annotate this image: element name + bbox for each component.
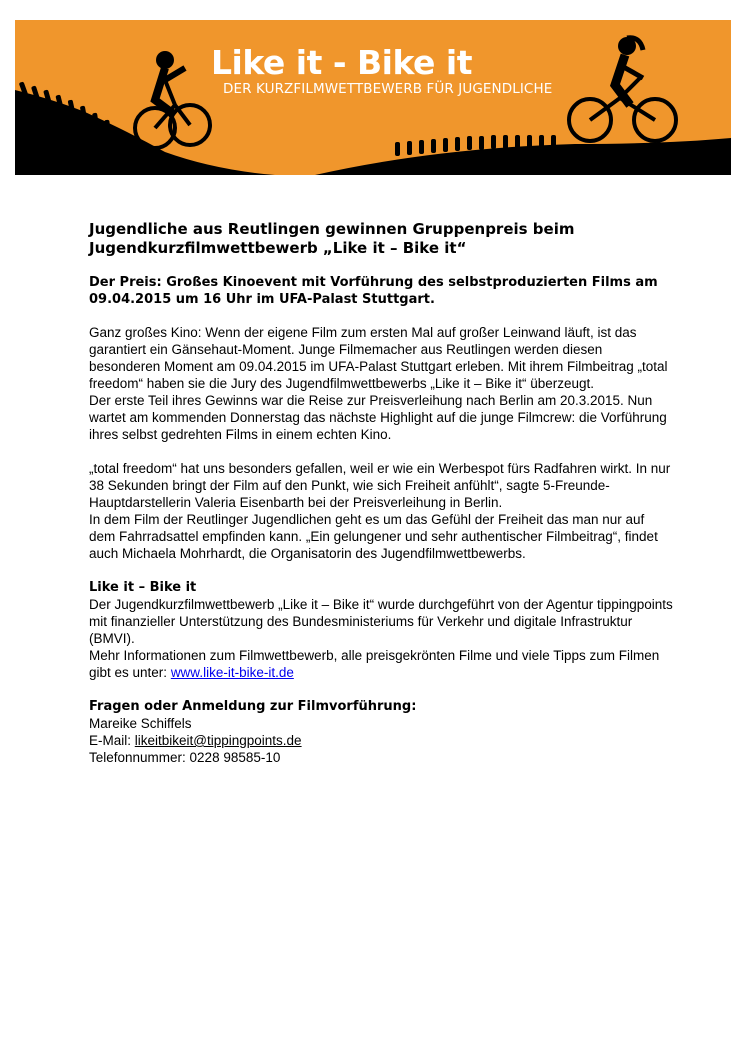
cyclist-right-icon: [569, 37, 676, 141]
contact-heading: Fragen oder Anmeldung zur Filmvorführung:: [89, 699, 417, 714]
about-more-text: Mehr Informationen zum Filmwettbewerb, alle preisgekrönten Filme und viele Tipps zum Filmen gibt es unter:: [89, 648, 660, 680]
tire-track-right: [315, 135, 731, 175]
subheadline: Der Preis: Großes Kinoevent mit Vorführung des selbstproduzierten Films am 09.04.2015 um 16 Uhr im UFA-Palast Stuttgart.: [89, 275, 658, 307]
about-text: Der Jugendkurzfilmwettbewerb „Like it – Bike it“ wurde durchgeführt von der Agentur tippingpoints mit finanzieller Unterstützung des Bundesministeriums für Verkehr und digitale Infrastruktur (BMVI).: [89, 597, 673, 646]
paragraph-quote: „total freedom“ hat uns besonders gefallen, weil er wie ein Werbespot fürs Radfahren wirkt. In nur 38 Sekunden bringt der Film auf den Punkt, wie sich Freiheit anfühlt“, sagte 5-Freunde-Hauptdarstellerin Valeria Eisenbarth bei der Preisverleihung in Berlin.: [89, 461, 671, 510]
email-label: E-Mail:: [89, 733, 135, 748]
cyclist-left-icon: [135, 51, 210, 148]
about-heading: Like it – Bike it: [89, 580, 197, 595]
paragraph-trip: Der erste Teil ihres Gewinns war die Reise zur Preisverleihung nach Berlin am 20.3.2015. Nun wartet am kommenden Donnerstag das nächste Highlight auf die junge Filmcrew: die Vorführung ihres selbst gedrehten Films in einem echten Kino.: [89, 393, 667, 442]
website-link[interactable]: www.like-it-bike-it.de: [170, 665, 294, 680]
paragraph-intro: Ganz großes Kino: Wenn der eigene Film zum ersten Mal auf großer Leinwand läuft, ist das garantiert ein Gänsehaut-Moment. Junge Filmemacher aus Reutlingen werden diesen besonderen Moment am 09.04.2015 im UFA-Palast Stuttgart erleben. Mit ihrem Filmbeitrag „total freedom“ haben sie die Jury des Jugendfilmwettbewerbs „Like it – Bike it“ überzeugt.: [89, 325, 668, 391]
email-link[interactable]: likeitbikeit@tippingpoints.de: [134, 733, 302, 748]
headline: Jugendliche aus Reutlingen gewinnen Gruppenpreis beim Jugendkurzfilmwettbewerb „Like it – Bike it“: [89, 220, 575, 257]
header-banner: [15, 20, 731, 175]
paragraph-film: In dem Film der Reutlinger Jugendlichen geht es um das Gefühl der Freiheit das man nur auf dem Fahrradsattel empfinden kann. „Ein gelungener und sehr authentischer Filmbeitrag“, findet auch Michaela Mohrhardt, die Organisatorin des Jugendfilmwettbewerbs.: [89, 512, 658, 561]
press-release-body: [89, 220, 674, 766]
contact-email-line: [89, 732, 674, 749]
about-more: [89, 647, 674, 681]
banner-title: Like it - Bike it: [211, 43, 473, 82]
contact-name: Mareike Schiffels: [89, 716, 192, 731]
banner-subtitle: DER KURZFILMWETTBEWERB FÜR JUGENDLICHE: [223, 81, 553, 97]
contact-phone: Telefonnummer: 0228 98585-10: [89, 750, 281, 765]
